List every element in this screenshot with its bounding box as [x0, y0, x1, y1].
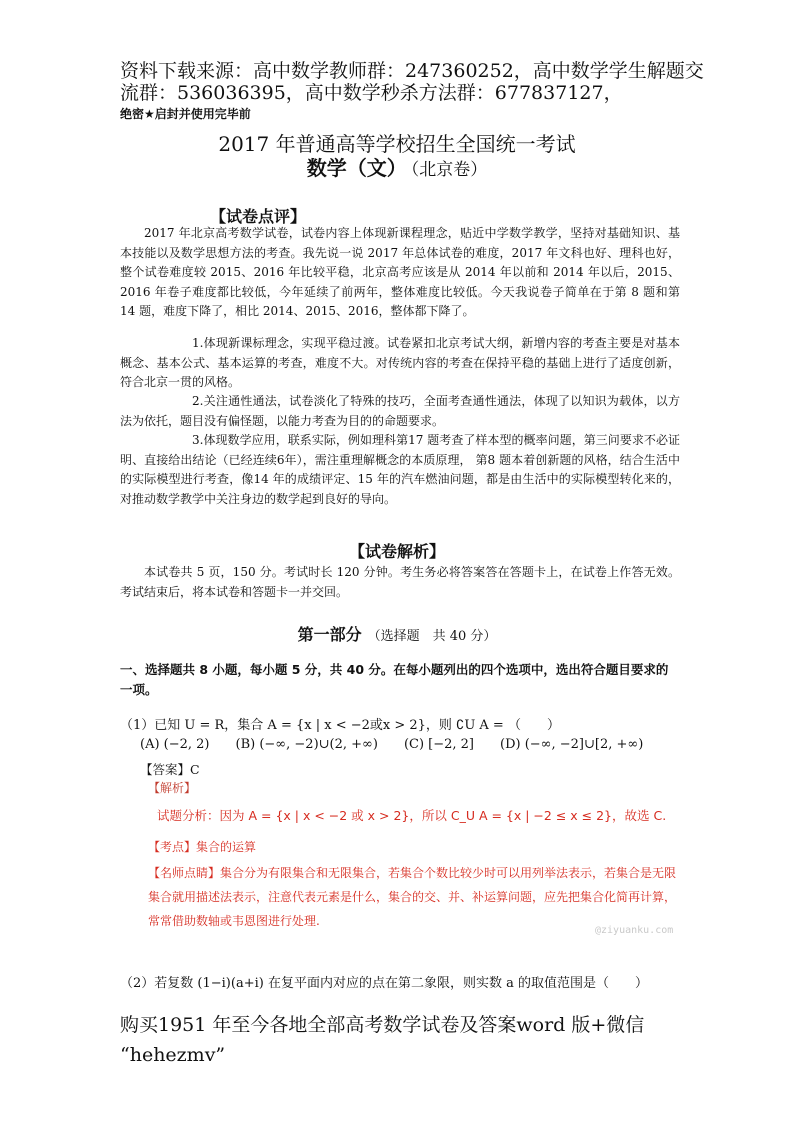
- analysis-tag: 【解析】: [148, 781, 197, 795]
- option-c: (C) [−2, 2]: [403, 737, 475, 752]
- exam-subject: [0, 152, 794, 181]
- section-intro: 一、选择题共 8 小题，每小题 5 分，共 40 分。在每小题列出的四个选项中，选出符合题目要求的一项。: [120, 662, 669, 697]
- header-line-2: 流群：536036395，高中数学秒杀方法群：677837127，: [120, 82, 623, 104]
- option-d: (D) (−∞, −2]∪[2, +∞): [500, 737, 644, 752]
- option-b: (B) (−∞, −2)∪(2, +∞): [235, 737, 378, 752]
- mingshi-tag: 【名师点睛】: [148, 866, 221, 880]
- footer-line-1: 购买1951 年至今各地全部高考数学试卷及答案word 版+微信: [120, 1014, 645, 1036]
- subject-label: 数学（文）: [306, 156, 407, 180]
- analysis-intro: 本试卷共 5 页，150 分。考试时长 120 分钟。考生务必将答案答在答题卡上，在试卷上作答无效。考试结束后，将本试卷和答题卡一并交回。: [120, 565, 680, 599]
- secret-note: 绝密★启封并使用完毕前: [120, 107, 251, 121]
- question-1-answer: 【答案】C: [140, 762, 200, 777]
- review-heading: 【试卷点评】: [210, 207, 307, 226]
- question-1-options: [140, 737, 700, 752]
- mingshi-block: [148, 861, 683, 933]
- kaodian-text: 集合的运算: [196, 840, 257, 854]
- footer-line-2: “hehezmv”: [120, 1044, 226, 1066]
- question-1-explanation: 试题分析：因为 A = {x | x < −2 或 x > 2}，所以 C_U A = {x | −2 ≤ x ≤ 2}，故选 C.: [157, 808, 667, 823]
- header-line-1: 资料下载来源：高中数学教师群：247360252，高中数学学生解题交: [120, 60, 704, 82]
- part1-subtitle: （选择题 共 40 分）: [367, 629, 497, 644]
- kaodian-tag: 【考点】: [148, 840, 197, 854]
- site-watermark: @ziyuanku.com: [595, 925, 674, 936]
- kaodian-block: [148, 838, 256, 855]
- part1-title: 第一部分: [297, 625, 362, 644]
- question-1-stem: （1）已知 U = R，集合 A = {x | x < −2或x > 2}，则 ∁U A = （ ）: [120, 718, 560, 733]
- option-a: (A) (−2, 2): [140, 737, 210, 752]
- review-intro: 2017 年北京高考数学试卷，试卷内容上体现新课程理念，贴近中学数学教学，坚持对基础知识、基本技能以及数学思想方法的考查。我先说一说 2017 年总体试卷的难度，2017 年文科也好、理科也好，整个试卷难度较 2015、2016 年比较平稳，北京高考应该是从 2014 年以前和 2014 年以后，2015、2016 年卷子难度都比较低，今年延续了前两年，整体难度比较低。今天我说卷子简单在于第 8 题和第 14 题，难度下降了，相比 2014、2015、2016，整体都下降了。: [120, 226, 680, 318]
- question-2-stem: （2）若复数 (1−i)(a+i) 在复平面内对应的点在第二象限，则实数 a 的取值范围是（ ）: [120, 976, 648, 991]
- part1-heading: [0, 622, 794, 645]
- region-label: （北京卷）: [410, 160, 488, 180]
- review-point-2: 2.关注通性通法，试卷淡化了特殊的技巧，全面考查通性通法，体现了以知识为载体，以方法为依托，题目没有偏怪题，以能力考查为目的的命题要求。: [120, 394, 680, 428]
- exam-title: 2017 年普通高等学校招生全国统一考试: [218, 132, 576, 156]
- analysis-heading: 【试卷解析】: [348, 542, 445, 561]
- mingshi-text: 集合分为有限集合和无限集合，若集合个数比较少时可以用列举法表示，若集合是无限集合就用描述法表示，注意代表元素是什么，集合的交、并、补运算问题，应先把集合化简再计算，常常借助数轴或韦恩图进行处理.: [148, 866, 677, 928]
- review-point-3: 3.体现数学应用，联系实际，例如理科第17 题考查了样本型的概率问题，第三问要求不必证明、直接给出结论（已经连续6年），需注重理解概念的本质原理， 第8 题本着创新题的风格，结合生活中的实际模型进行考查，像14 年的成绩评定、15 年的汽车燃油问题，都是由生活中的实际模型转化来的，对推动数学教学中关注身边的数学起到良好的导向。: [120, 433, 680, 506]
- review-point-1: 1.体现新课标理念，实现平稳过渡。试卷紧扣北京考试大纲，新增内容的考查主要是对基本概念、基本公式、基本运算的考查，难度不大。对传统内容的考查在保持平稳的基础上进行了适度创新，符合北京一贯的风格。: [120, 336, 680, 389]
- footer-ad: [120, 1010, 644, 1070]
